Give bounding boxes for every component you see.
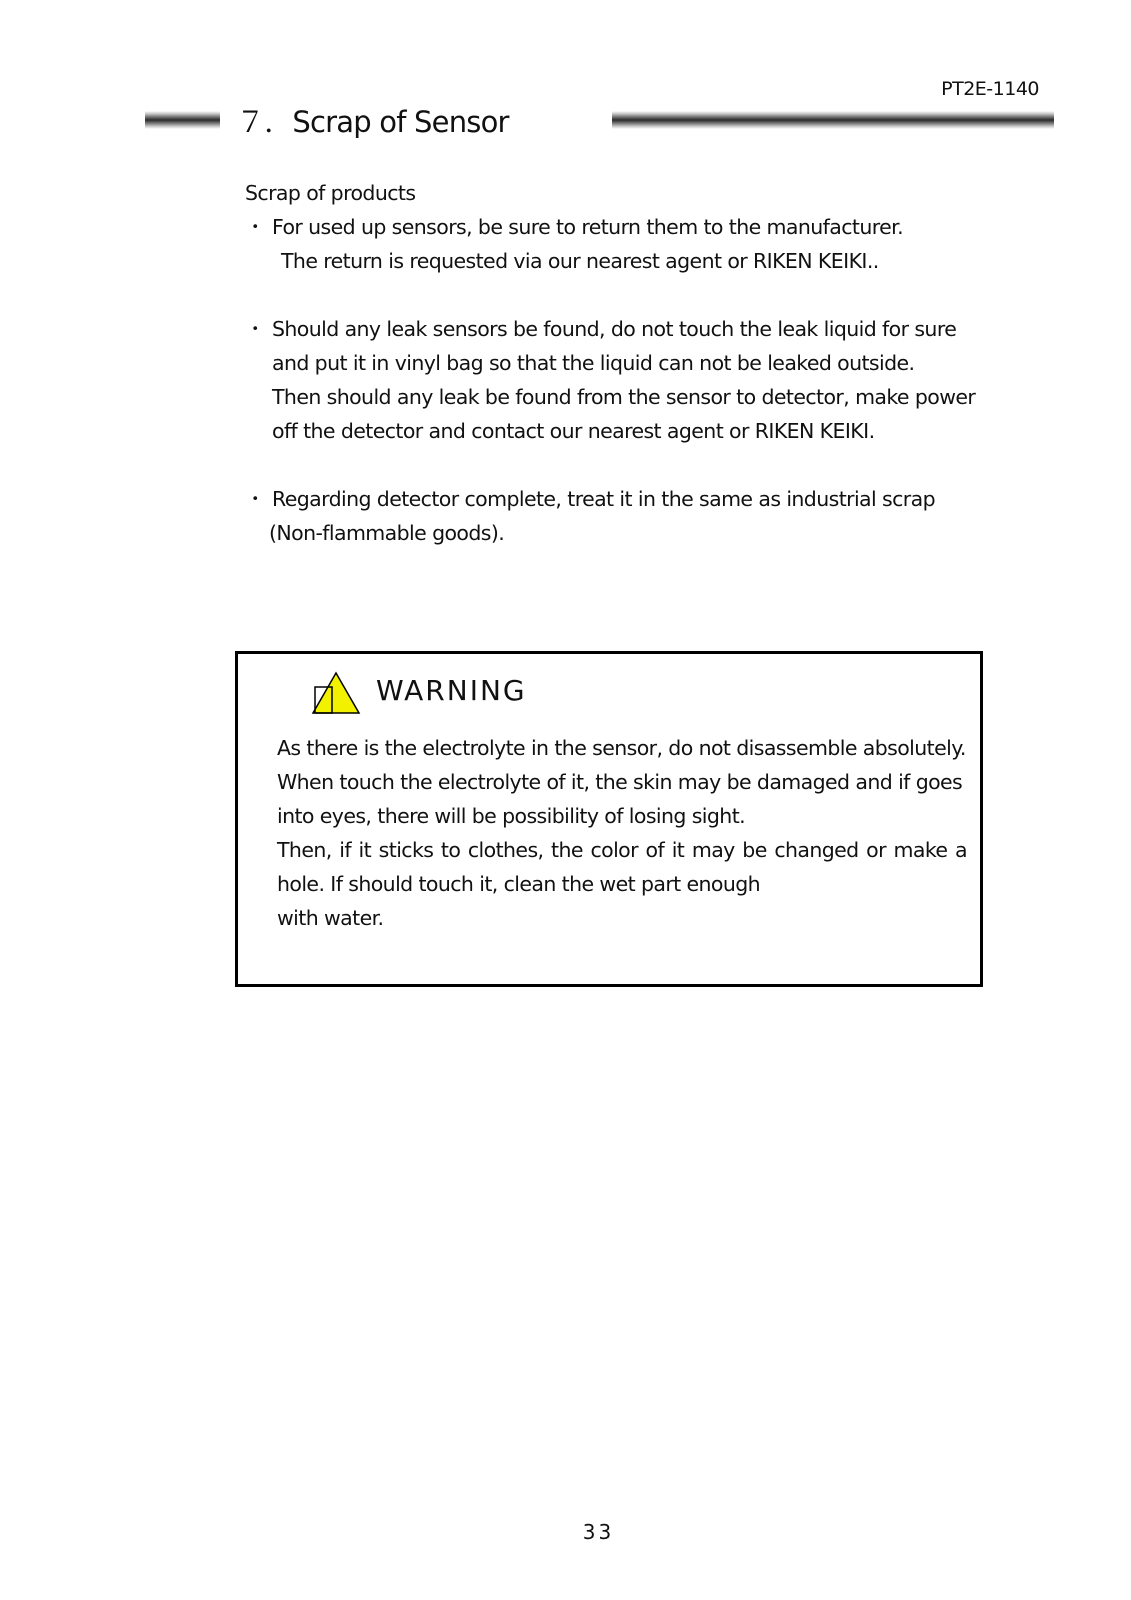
- item1-line2: The return is requested via our nearest agent or RIKEN KEIKI..: [281, 249, 879, 273]
- item1-line1: For used up sensors, be sure to return them to the manufacturer.: [272, 215, 903, 239]
- page-number: 33: [582, 1520, 615, 1544]
- item2-line4: off the detector and contact our nearest agent or RIKEN KEIKI.: [272, 419, 875, 443]
- section-title: ７．Scrap of Sensor: [236, 105, 509, 139]
- warning-box: [235, 651, 983, 987]
- bullet: ・: [245, 317, 265, 341]
- item2-line2: and put it in vinyl bag so that the liquid can not be leaked outside.: [272, 351, 915, 375]
- warning-title: WARNING: [376, 674, 527, 707]
- list-item: [245, 312, 985, 346]
- subheading: Scrap of products: [245, 181, 416, 205]
- warning-line1: As there is the electrolyte in the sensor, do not disassemble absolutely.: [277, 736, 966, 760]
- item2-line1: Should any leak sensors be found, do not touch the leak liquid for sure: [272, 317, 957, 341]
- header-rule-left: [145, 111, 220, 129]
- list-item: [245, 210, 985, 244]
- header-rule-right: [612, 111, 1054, 129]
- warning-line3: into eyes, there will be possibility of losing sight.: [277, 804, 746, 828]
- warning-triangle-icon: [311, 671, 361, 715]
- item3-line1: Regarding detector complete, treat it in the same as industrial scrap: [272, 487, 935, 511]
- list-item: [245, 482, 985, 516]
- scrap-instructions: [245, 176, 985, 550]
- document-id: PT2E-1140: [941, 78, 1039, 100]
- item3-line2: (Non-flammable goods).: [269, 521, 505, 545]
- warning-line5: hole. If should touch it, clean the wet part enough: [277, 872, 761, 896]
- warning-line2: When touch the electrolyte of it, the skin may be damaged and if goes: [277, 770, 963, 794]
- item2-line3: Then should any leak be found from the sensor to detector, make power: [272, 385, 976, 409]
- warning-line6: with water.: [277, 906, 384, 930]
- warning-text: [277, 731, 967, 935]
- bullet: ・: [245, 215, 265, 239]
- bullet: ・: [245, 487, 265, 511]
- warning-line4: Then, if it sticks to clothes, the color of it may be changed or make a: [277, 838, 967, 862]
